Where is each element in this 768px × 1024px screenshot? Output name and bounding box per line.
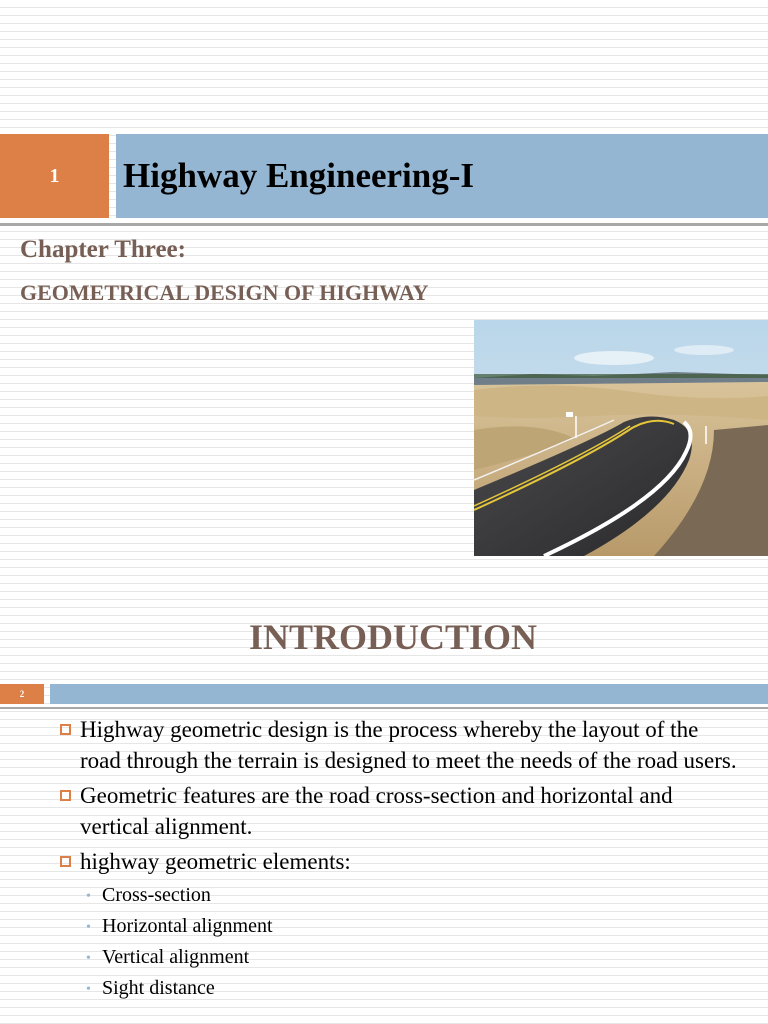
hollow-square-bullet-icon (60, 790, 71, 801)
slide-number-badge-2 (0, 684, 44, 704)
dot-bullet-icon: • (86, 982, 91, 997)
list-item (80, 780, 740, 842)
sub-bullet-text: Horizontal alignment (102, 915, 273, 937)
chapter-heading: Chapter Three: (20, 236, 186, 263)
sub-list-item (86, 943, 768, 971)
sub-list-item (86, 974, 768, 1002)
hollow-square-bullet-icon (60, 724, 71, 735)
dot-bullet-icon: • (86, 889, 91, 904)
title-bar-2 (50, 684, 768, 704)
sub-bullet-text: Cross-section (102, 884, 211, 906)
slide-title: Highway Engineering-I (123, 156, 475, 195)
sub-list-item (86, 912, 768, 940)
bullet-list (0, 714, 768, 1005)
slide-number: 1 (49, 164, 60, 187)
section-heading: INTRODUCTION (248, 617, 538, 657)
dot-bullet-icon: • (86, 951, 91, 966)
sub-bullet-text: Sight distance (102, 977, 215, 999)
list-item (80, 846, 740, 877)
list-item (80, 714, 740, 776)
bullet-text: highway geometric elements: (80, 849, 351, 874)
sub-list-item (86, 881, 768, 909)
bullet-text: Geometric features are the road cross-section and horizontal and vertical alignment. (80, 783, 673, 839)
hollow-square-bullet-icon (60, 856, 71, 867)
sub-bullet-text: Vertical alignment (102, 946, 250, 968)
bullet-text: Highway geometric design is the process whereby the layout of the road through the terrain is designed to meet the needs of the road users. (80, 717, 737, 773)
slide-number-2: 2 (19, 689, 25, 699)
dot-bullet-icon: • (86, 920, 91, 935)
title-divider-2 (0, 707, 768, 709)
chapter-subtitle: GEOMETRICAL DESIGN OF HIGHWAY (20, 280, 429, 305)
